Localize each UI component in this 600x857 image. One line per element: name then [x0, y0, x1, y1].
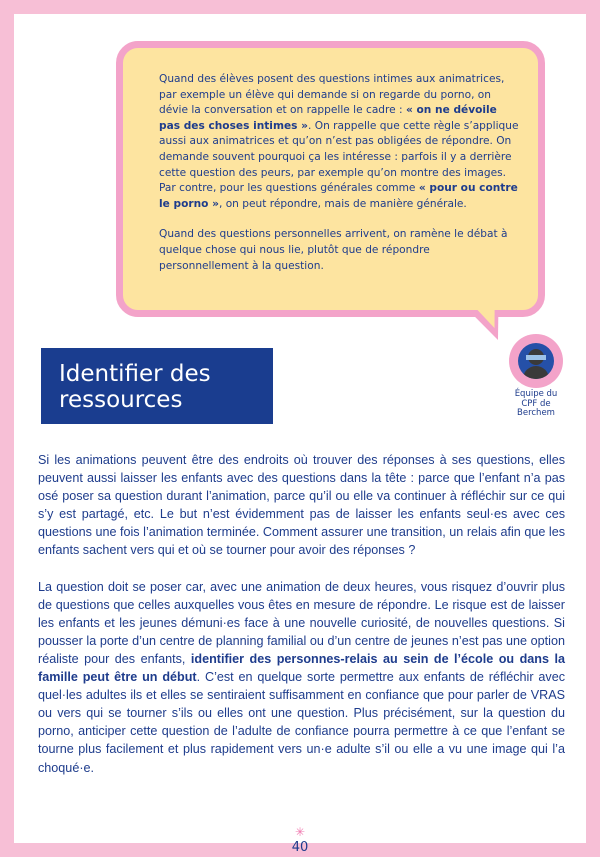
bubble-paragraph-1: Quand des élèves posent des questions intimes aux animatrices, par exemple un élève qui demande si on regarde du porno, on dévie la conversation et on rappelle le cadre : « on ne dévoile pas des choses intimes ». On rappelle que cette règle s’applique aussi aux animatrices et qu’on n’est pas obligées de répondre. On demande souvent pourquoi ça les intéresse : parfois il y a derrière cette question des peurs, par exemple qu’on montre des images. Par contre, pour les questions générales comme « pour ou contre le porno », on peut répondre, mais de manière générale.	[159, 73, 519, 210]
masked-person-icon	[509, 334, 563, 388]
body-paragraph-2: La question doit se poser car, avec une animation de deux heures, vous risquez d’ouvrir plus de questions que celles auxquelles vous êtes en mesure de répondre. Le risque est de laisser les enfants et les jeunes démuni·es face à une nouvelle curiosité, de nouvelles questions. Si pousser la porte d’un centre de planning familial ou d’un centre de jeunes n’est pas une option réaliste pour des enfants, identifier des personnes-relais au sein de l’école ou dans la famille peut être un début. C’est en quelque sorte permettre aux enfants de réfléchir avec quel·les adultes ils et elles se sentiraient suffisamment en confiance que pour parler de VRAS ou vers qui se tourner s’ils ou elles ont une question. Plus précisément, sur la question du porno, anticiper cette question de l’adulte de confiance pourra permettre à ce que l’enfant se tourne plus facilement et plus rapidement vers un·e adulte s’il ou elle a vu une image qui l’a choqué·e.	[38, 579, 565, 775]
body-text	[38, 451, 565, 795]
avatar-caption: Équipe du CPF de Berchem	[514, 389, 558, 418]
bubble-paragraph-2: Quand des questions personnelles arrivent, on ramène le débat à quelque chose qui nous lie, plutôt que de répondre personnellement à la question.	[159, 228, 508, 272]
star-icon: ✳	[294, 825, 306, 839]
section-heading: Identifier des ressources	[41, 348, 273, 424]
body-paragraph-1: Si les animations peuvent être des endroits où trouver des réponses à ses questions, elles peuvent aussi laisser les enfants avec des questions dans la tête : parce que l’enfant n’a pas osé poser sa question durant l’animation, parce qu’il ou elle va continuer à réfléchir sur ce qui s’y est partagé, etc. Le but n’est évidemment pas de laisser les enfants seul·es avec ces questions une fois l’animation terminée. Comment assurer une transition, un relais afin que les enfants sachent vers qui et où se tourner pour avoir des réponses ?	[38, 453, 565, 558]
bubble-quote-1: « on ne dévoile pas des choses intimes »	[159, 104, 497, 132]
speech-bubble	[116, 41, 545, 317]
page-number: 40	[291, 840, 309, 855]
bubble-quote-2: « pour ou contre le porno »	[159, 182, 518, 210]
page	[14, 14, 586, 855]
body-emphasis: identifier des personnes-relais au sein de l’école ou dans la famille peut être un début	[38, 651, 565, 685]
